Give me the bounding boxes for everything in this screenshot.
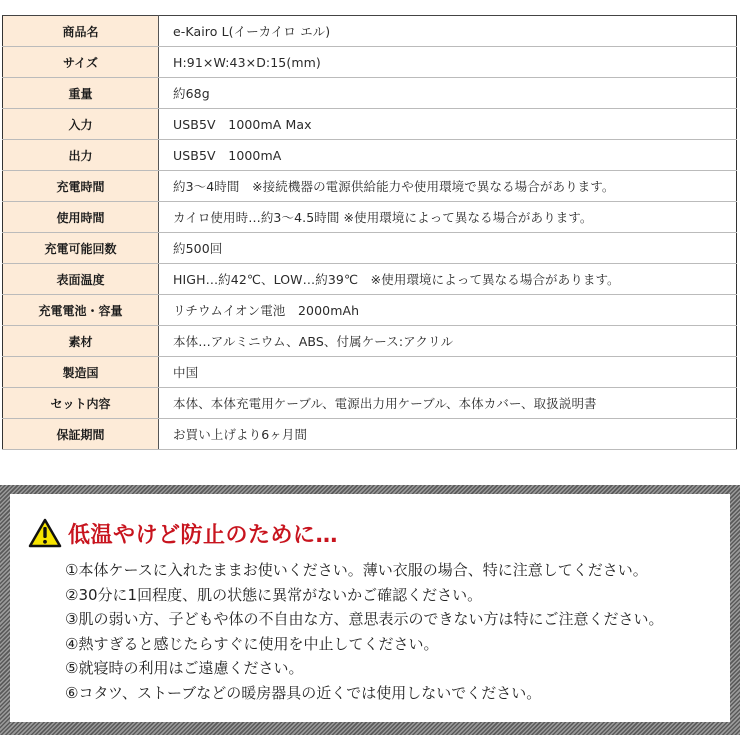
row-label: 保証期間	[3, 419, 159, 450]
row-value: HIGH…約42℃、LOW…約39℃ ※使用環境によって異なる場合があります。	[159, 264, 737, 295]
row-value: H:91×W:43×D:15(mm)	[159, 47, 737, 78]
row-label: 素材	[3, 326, 159, 357]
warning-list	[65, 558, 663, 705]
row-label: 製造国	[3, 357, 159, 388]
row-value: 約68g	[159, 78, 737, 109]
warning-triangle-icon	[28, 518, 62, 548]
warning-title: 低温やけど防止のために…	[68, 522, 339, 548]
spec-table	[2, 15, 737, 450]
list-item: ②30分に1回程度、肌の状態に異常がないかご確認ください。	[65, 585, 483, 604]
row-label: 充電時間	[3, 171, 159, 202]
row-value: お買い上げより6ヶ月間	[159, 419, 737, 450]
table-row	[3, 388, 737, 419]
row-label: 使用時間	[3, 202, 159, 233]
table-row	[3, 264, 737, 295]
row-value: カイロ使用時…約3〜4.5時間 ※使用環境によって異なる場合があります。	[159, 202, 737, 233]
row-value: 本体、本体充電用ケーブル、電源出力用ケーブル、本体カバー、取扱説明書	[159, 388, 737, 419]
row-value: 中国	[159, 357, 737, 388]
table-row	[3, 171, 737, 202]
table-row	[3, 78, 737, 109]
row-label: 充電可能回数	[3, 233, 159, 264]
row-label: 表面温度	[3, 264, 159, 295]
row-label: 出力	[3, 140, 159, 171]
row-value: 本体…アルミニウム、ABS、付属ケース:アクリル	[159, 326, 737, 357]
warning-panel-frame	[0, 485, 740, 735]
row-label: 入力	[3, 109, 159, 140]
list-item: ⑤就寝時の利用はご遠慮ください。	[65, 659, 304, 677]
row-value: e-Kairo L(イーカイロ エル)	[159, 16, 737, 47]
row-value: 約500回	[159, 233, 737, 264]
row-label: 商品名	[3, 16, 159, 47]
table-row	[3, 419, 737, 450]
table-row	[3, 326, 737, 357]
table-row	[3, 47, 737, 78]
row-value: リチウムイオン電池 2000mAh	[159, 295, 737, 326]
warning-panel	[10, 494, 730, 722]
table-row	[3, 109, 737, 140]
row-value: USB5V 1000mA	[159, 140, 737, 171]
row-label: 充電電池・容量	[3, 295, 159, 326]
list-item: ③肌の弱い方、子どもや体の不自由な方、意思表示のできない方は特にご注意ください。	[65, 610, 664, 628]
table-row	[3, 140, 737, 171]
table-row	[3, 295, 737, 326]
list-item: ①本体ケースに入れたままお使いください。薄い衣服の場合、特に注意してください。	[65, 561, 648, 579]
row-value: 約3〜4時間 ※接続機器の電源供給能力や使用環境で異なる場合があります。	[159, 171, 737, 202]
warning-heading	[28, 516, 338, 550]
list-item: ④熱すぎると感じたらすぐに使用を中止してください。	[65, 634, 439, 653]
row-label: サイズ	[3, 47, 159, 78]
list-item: ⑥コタツ、ストーブなどの暖房器具の近くでは使用しないでください。	[65, 683, 542, 702]
table-row	[3, 357, 737, 388]
table-row	[3, 233, 737, 264]
row-label: 重量	[3, 78, 159, 109]
table-row	[3, 202, 737, 233]
table-row	[3, 16, 737, 47]
row-label: セット内容	[3, 388, 159, 419]
row-value: USB5V 1000mA Max	[159, 109, 737, 140]
